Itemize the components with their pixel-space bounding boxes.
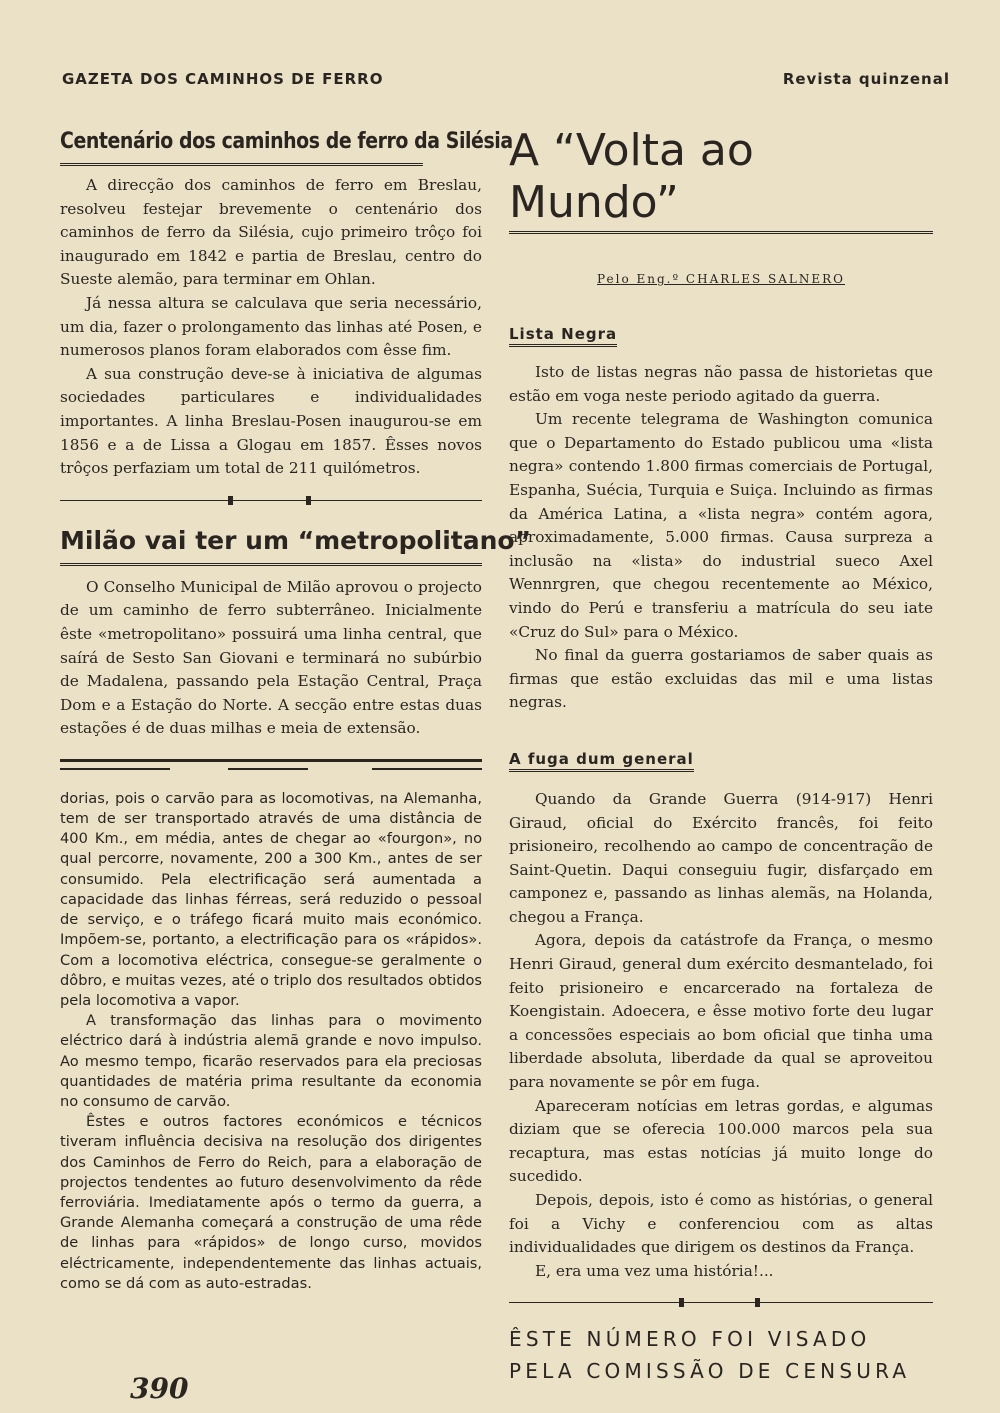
left-column bbox=[60, 125, 532, 1294]
journal-subtitle: Revista quinzenal bbox=[782, 70, 950, 88]
fuga-paragraph: Agora, depois da catástrofe da França, o mesmo Henri Giraud, general dum exército desmantelado, foi feito prisioneiro e encarcerado na fortaleza de Koengistain. Adoecera, e êsse motivo forte deu lugar a concessões especiais ao bom oficial que tinha uma liberdade absoluta, liberdade da qual se aproveitou para novamente se pôr em fuga. bbox=[509, 931, 933, 1092]
continuation-paragraph: dorias, pois o carvão para as locomotivas, na Alemanha, tem de ser transportado através de uma distância de 400 Km., em média, antes de chegar ao «fourgon», no qual percorre, novamente, 200 a 300 Km., antes de ser consumido. Pela electrificação será aumentada a capacidade das linhas férreas, será reduzido o pessoal de serviço, e o tráfego ficará muito mais económico. Impõem-se, portanto, a electrificação para os «rápidos». Com a locomotiva eléctrica, consegue-se geralmente o dôbro, e muitas vezes, até o triplo dos resultados obtidos pela locomotiva a vapor. bbox=[60, 789, 482, 1009]
censorship-line: ÊSTE NÚMERO FOI VISADO bbox=[509, 1327, 871, 1352]
fuga-heading: A fuga dum general bbox=[509, 749, 694, 772]
ornament-divider bbox=[509, 1295, 933, 1311]
continuation-article bbox=[60, 789, 482, 1294]
fuga-paragraph: Depois, depois, isto é como as histórias, o general foi a Vichy e conferenciou com as altas individualidades que dirigem os destinos da França. bbox=[509, 1191, 933, 1257]
fuga-paragraph: Apareceram notícias em letras gordas, e algumas diziam que se oferecia 100.000 marcos pela sua recaptura, mas estas notícias já muito longe do sucedido. bbox=[509, 1096, 933, 1186]
fuga-paragraph: Quando da Grande Guerra (914-917) Henri Giraud, oficial do Exército francês, foi feito prisioneiro, recolhendo ao campo de concentração de Saint-Quetin. Daqui conseguiu fugir, disfarçado em camponez e, passando as linhas alemãs, na Holanda, chegou a França. bbox=[509, 789, 933, 926]
continuation-paragraph: Êstes e outros factores económicos e técnicos tiveram influência decisiva na resolução dos dirigentes dos Caminhos de Ferro do Reich, para a elaboração de projectos tendentes ao futuro desenvolvimento da rêde ferroviária. Imediatamente após o termo da guerra, a Grande Alemanha começará a construção de uma rêde de linhas para «rápidos» de longo curso, movidos eléctricamente, independentemente das linhas actuais, como se dá com as auto-estradas. bbox=[60, 1113, 482, 1292]
lista-negra-heading: Lista Negra bbox=[509, 324, 617, 347]
byline: Pelo Eng.º CHARLES SALNERO bbox=[596, 272, 846, 286]
silesia-paragraph: A direcção dos caminhos de ferro em Breslau, resolveu festejar brevemente o centenário dos caminhos de ferro da Silésia, cujo primeiro trôço foi inaugurado em 1842 e partia de Breslau, centro do Sueste alemão, para terminar em Ohlan. bbox=[60, 176, 482, 289]
lista-paragraph: No final da guerra gostariamos de saber quais as firmas que estão excluidas das mil e uma listas negras. bbox=[509, 646, 933, 712]
lista-paragraph: Um recente telegrama de Washington comunica que o Departamento do Estado publicou uma «lista negra» contendo 1.800 firmas comerciais de Portugal, Espanha, Suécia, Turquia e Suiça. Incluindo as firmas da América Latina, a «lista negra» contém agora, aproximadamente, 5.000 firmas. Causa surpreza a inclusão na «lista» do industrial sueco Axel Wennrgren, que chegou recentemente ao México, vindo do Perú e transferiu a matrícula do seu iate «Cruz do Sul» para o México. bbox=[509, 410, 933, 641]
lista-negra-section bbox=[509, 324, 933, 715]
fuga-section bbox=[509, 749, 933, 1283]
right-column bbox=[509, 125, 933, 1387]
ornament-divider bbox=[60, 493, 482, 509]
fuga-paragraph: E, era uma vez uma história!... bbox=[535, 1261, 774, 1280]
silesia-title: Centenário dos caminhos de ferro da Silésia bbox=[60, 125, 423, 166]
page-number: 390 bbox=[130, 1372, 189, 1405]
volta-title: A “Volta ao Mundo” bbox=[509, 125, 933, 234]
milao-article bbox=[60, 576, 482, 741]
section-rule bbox=[60, 757, 482, 775]
continuation-paragraph: A transformação das linhas para o movimento eléctrico dará à indústria alemã grande e novo impulso. Ao mesmo tempo, ficarão reservados para ela preciosas quantidades de matéria prima resultante da economia no consumo de carvão. bbox=[60, 1012, 482, 1110]
silesia-article bbox=[60, 174, 482, 481]
lista-paragraph: Isto de listas negras não passa de historietas que estão em voga neste periodo agitado da guerra. bbox=[509, 363, 933, 405]
journal-title: GAZETA DOS CAMINHOS DE FERRO bbox=[62, 70, 384, 88]
silesia-paragraph: A sua construção deve-se à iniciativa de algumas sociedades particulares e individualidades importantes. A linha Breslau-Posen inaugurou-se em 1856 e a de Lissa a Glogau em 1857. Êsses novos trôços perfaziam um total de 211 quilómetros. bbox=[60, 364, 482, 478]
silesia-paragraph: Já nessa altura se calculava que seria necessário, um dia, fazer o prolongamento das linhas até Posen, e numerosos planos foram elaborados com êsse fim. bbox=[60, 293, 482, 360]
milao-title: Milão vai ter um “metropolitano” bbox=[60, 521, 482, 566]
censorship-line: PELA COMISSÃO DE CENSURA bbox=[509, 1359, 911, 1384]
censorship-notice bbox=[509, 1323, 933, 1387]
milao-paragraph: O Conselho Municipal de Milão aprovou o projecto de um caminho de ferro subterrâneo. Inicialmente êste «metropolitano» possuirá uma linha central, que saírá de Sesto San Giovani e terminará no subúrbio de Madalena, passando pela Estação Central, Praça Dom e a Estação do Norte. A secção entre estas duas estações é de duas milhas e meia de extensão. bbox=[60, 577, 482, 738]
